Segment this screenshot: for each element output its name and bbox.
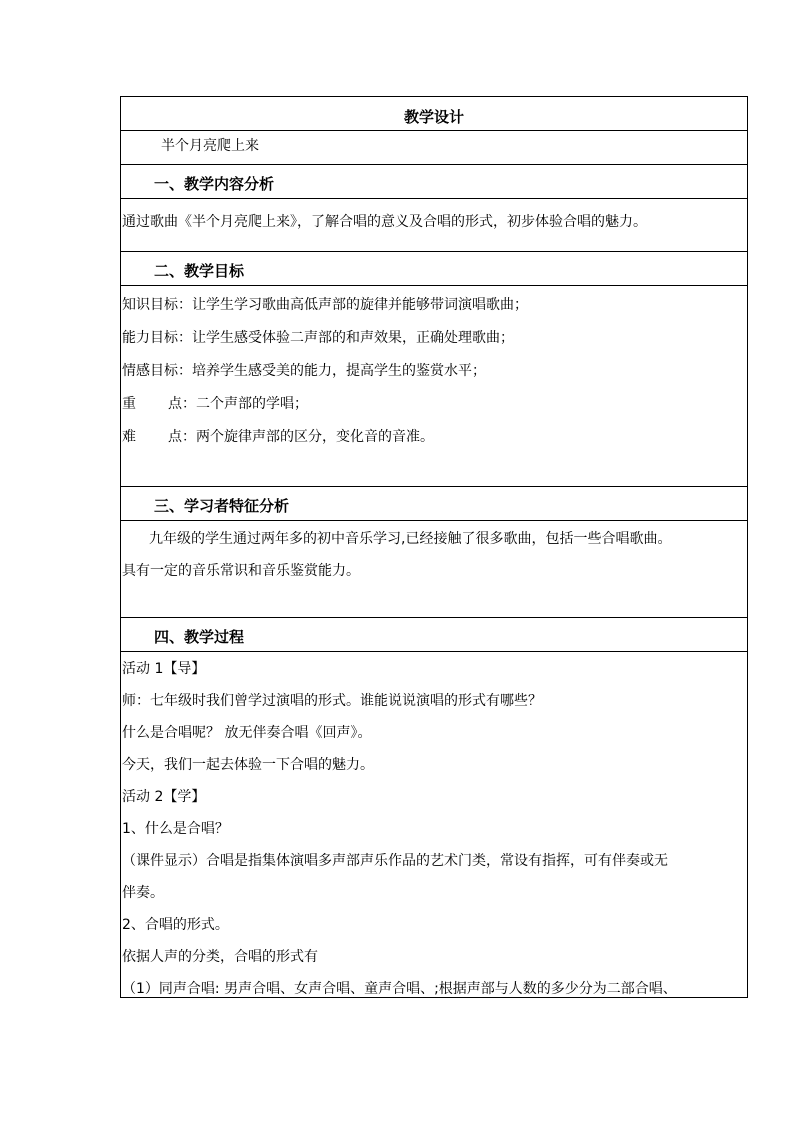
table-title: 教学设计 — [121, 97, 747, 131]
process-line: （1）同声合唱: 男声合唱、女声合唱、童声合唱、;根据声部与人数的多少分为二部合唱、 — [122, 981, 677, 997]
ability-objective: 能力目标：让学生感受体验二声部的和声效果，正确处理歌曲； — [122, 330, 514, 346]
key-point-text: 点：二个声部的学唱； — [168, 396, 308, 412]
section-heading-learner-analysis: 三、学习者特征分析 — [121, 487, 747, 521]
process-line: 活动 1【导】 — [122, 661, 206, 677]
section-objectives — [121, 286, 747, 487]
section-heading-objectives: 二、教学目标 — [121, 252, 747, 286]
lesson-plan-table — [120, 96, 748, 998]
section-heading-content-analysis: 一、教学内容分析 — [121, 165, 747, 199]
process-line: 依据人声的分类，合唱的形式有 — [122, 949, 318, 965]
emotion-objective: 情感目标：培养学生感受美的能力，提高学生的鉴赏水平； — [122, 363, 486, 379]
lesson-name: 半个月亮爬上来 — [121, 131, 747, 165]
process-line: （课件显示）合唱是指集体演唱多声部声乐作品的艺术门类，常设有指挥，可有伴奏或无 — [122, 853, 668, 869]
process-line: 1、什么是合唱？ — [122, 821, 229, 837]
process-line: 师：七年级时我们曾学过演唱的形式。谁能说说演唱的形式有哪些？ — [122, 693, 542, 709]
process-line: 活动 2【学】 — [122, 789, 206, 805]
section-learner-analysis — [121, 521, 747, 618]
process-line: 什么是合唱呢？ 放无伴奏合唱《回声》。 — [122, 725, 372, 741]
difficult-point-text: 点：两个旋律声部的区分，变化音的音准。 — [168, 429, 434, 445]
difficult-point-label: 难 — [122, 429, 136, 445]
section-content-analysis — [121, 199, 747, 252]
content-analysis-text: 通过歌曲《半个月亮爬上来》，了解合唱的意义及合唱的形式，初步体验合唱的魅力。 — [122, 214, 647, 230]
process-line: 2、合唱的形式。 — [122, 917, 229, 933]
knowledge-objective: 知识目标：让学生学习歌曲高低声部的旋律并能够带词演唱歌曲； — [122, 297, 528, 313]
key-point-label: 重 — [122, 396, 136, 412]
learner-analysis-line-2: 具有一定的音乐常识和音乐鉴赏能力。 — [122, 563, 360, 579]
section-teaching-process — [121, 652, 747, 997]
difficult-point — [122, 421, 747, 454]
process-line: 伴奏。 — [122, 885, 164, 901]
key-point — [122, 388, 747, 421]
process-line: 今天，我们一起去体验一下合唱的魅力。 — [122, 757, 374, 773]
section-heading-teaching-process: 四、教学过程 — [121, 618, 747, 652]
learner-analysis-line-1: 九年级的学生通过两年多的初中音乐学习,已经接触了很多歌曲，包括一些合唱歌曲。 — [149, 531, 672, 547]
